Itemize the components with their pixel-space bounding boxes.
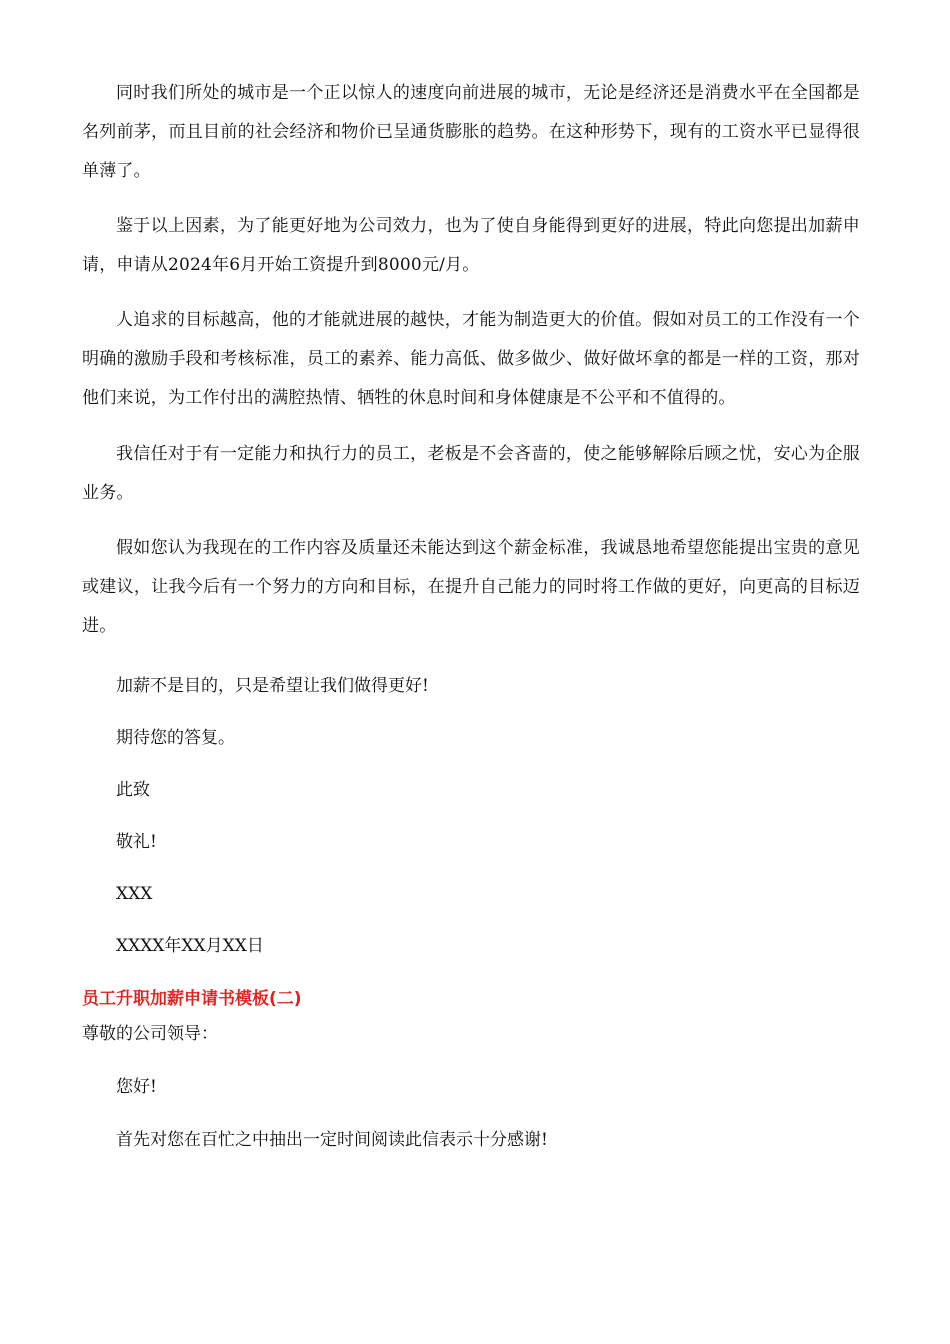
paragraph-trust: 我信任对于有一定能力和执行力的员工，老板是不会吝啬的，使之能够解除后顾之忧，安心为企服业务。 xyxy=(82,444,860,503)
signature-date: XXXX年XX月XX日 xyxy=(116,936,264,956)
paragraph-motivation: 人追求的目标越高，他的才能就进展的越快，才能为制造更大的价值。假如对员工的工作没有一个明确的激励手段和考核标准，员工的素养、能力高低、做多做少、做好做坏拿的都是一样的工资，那对他们来说，为工作付出的满腔热情、牺牲的休息时间和身体健康是不公平和不值得的。 xyxy=(82,310,860,408)
paragraph-feedback: 假如您认为我现在的工作内容及质量还未能达到这个薪金标准，我诚恳地希望您能提出宝贵的意见或建议，让我今后有一个努力的方向和目标，在提升自己能力的同时将工作做的更好，向更高的目标迈进。 xyxy=(82,538,860,636)
closing-line-await-reply: 期待您的答复。 xyxy=(116,728,235,748)
greeting-line: 您好! xyxy=(116,1077,157,1097)
thanks-line: 首先对您在百忙之中抽出一定时间阅读此信表示十分感谢! xyxy=(116,1130,548,1150)
closing-line-goal: 加薪不是目的，只是希望让我们做得更好! xyxy=(116,676,429,696)
paragraph-raise-request: 鉴于以上因素，为了能更好地为公司效力，也为了使自身能得到更好的进展，特此向您提出加薪申请，申请从2024年6月开始工资提升到8000元/月。 xyxy=(82,216,860,275)
paragraph-city-economy: 同时我们所处的城市是一个正以惊人的速度向前进展的城市，无论是经济还是消费水平在全国都是名列前茅，而且目前的社会经济和物价已呈通货膨胀的趋势。在这种形势下，现有的工资水平已显得很单薄了。 xyxy=(82,83,860,181)
closing-line-cizhi: 此致 xyxy=(116,780,150,800)
signature-name: XXX xyxy=(116,884,153,904)
closing-line-jingli: 敬礼! xyxy=(116,832,157,852)
section-heading: 员工升职加薪申请书模板(二) xyxy=(82,989,302,1009)
salutation: 尊敬的公司领导： xyxy=(82,1024,218,1044)
